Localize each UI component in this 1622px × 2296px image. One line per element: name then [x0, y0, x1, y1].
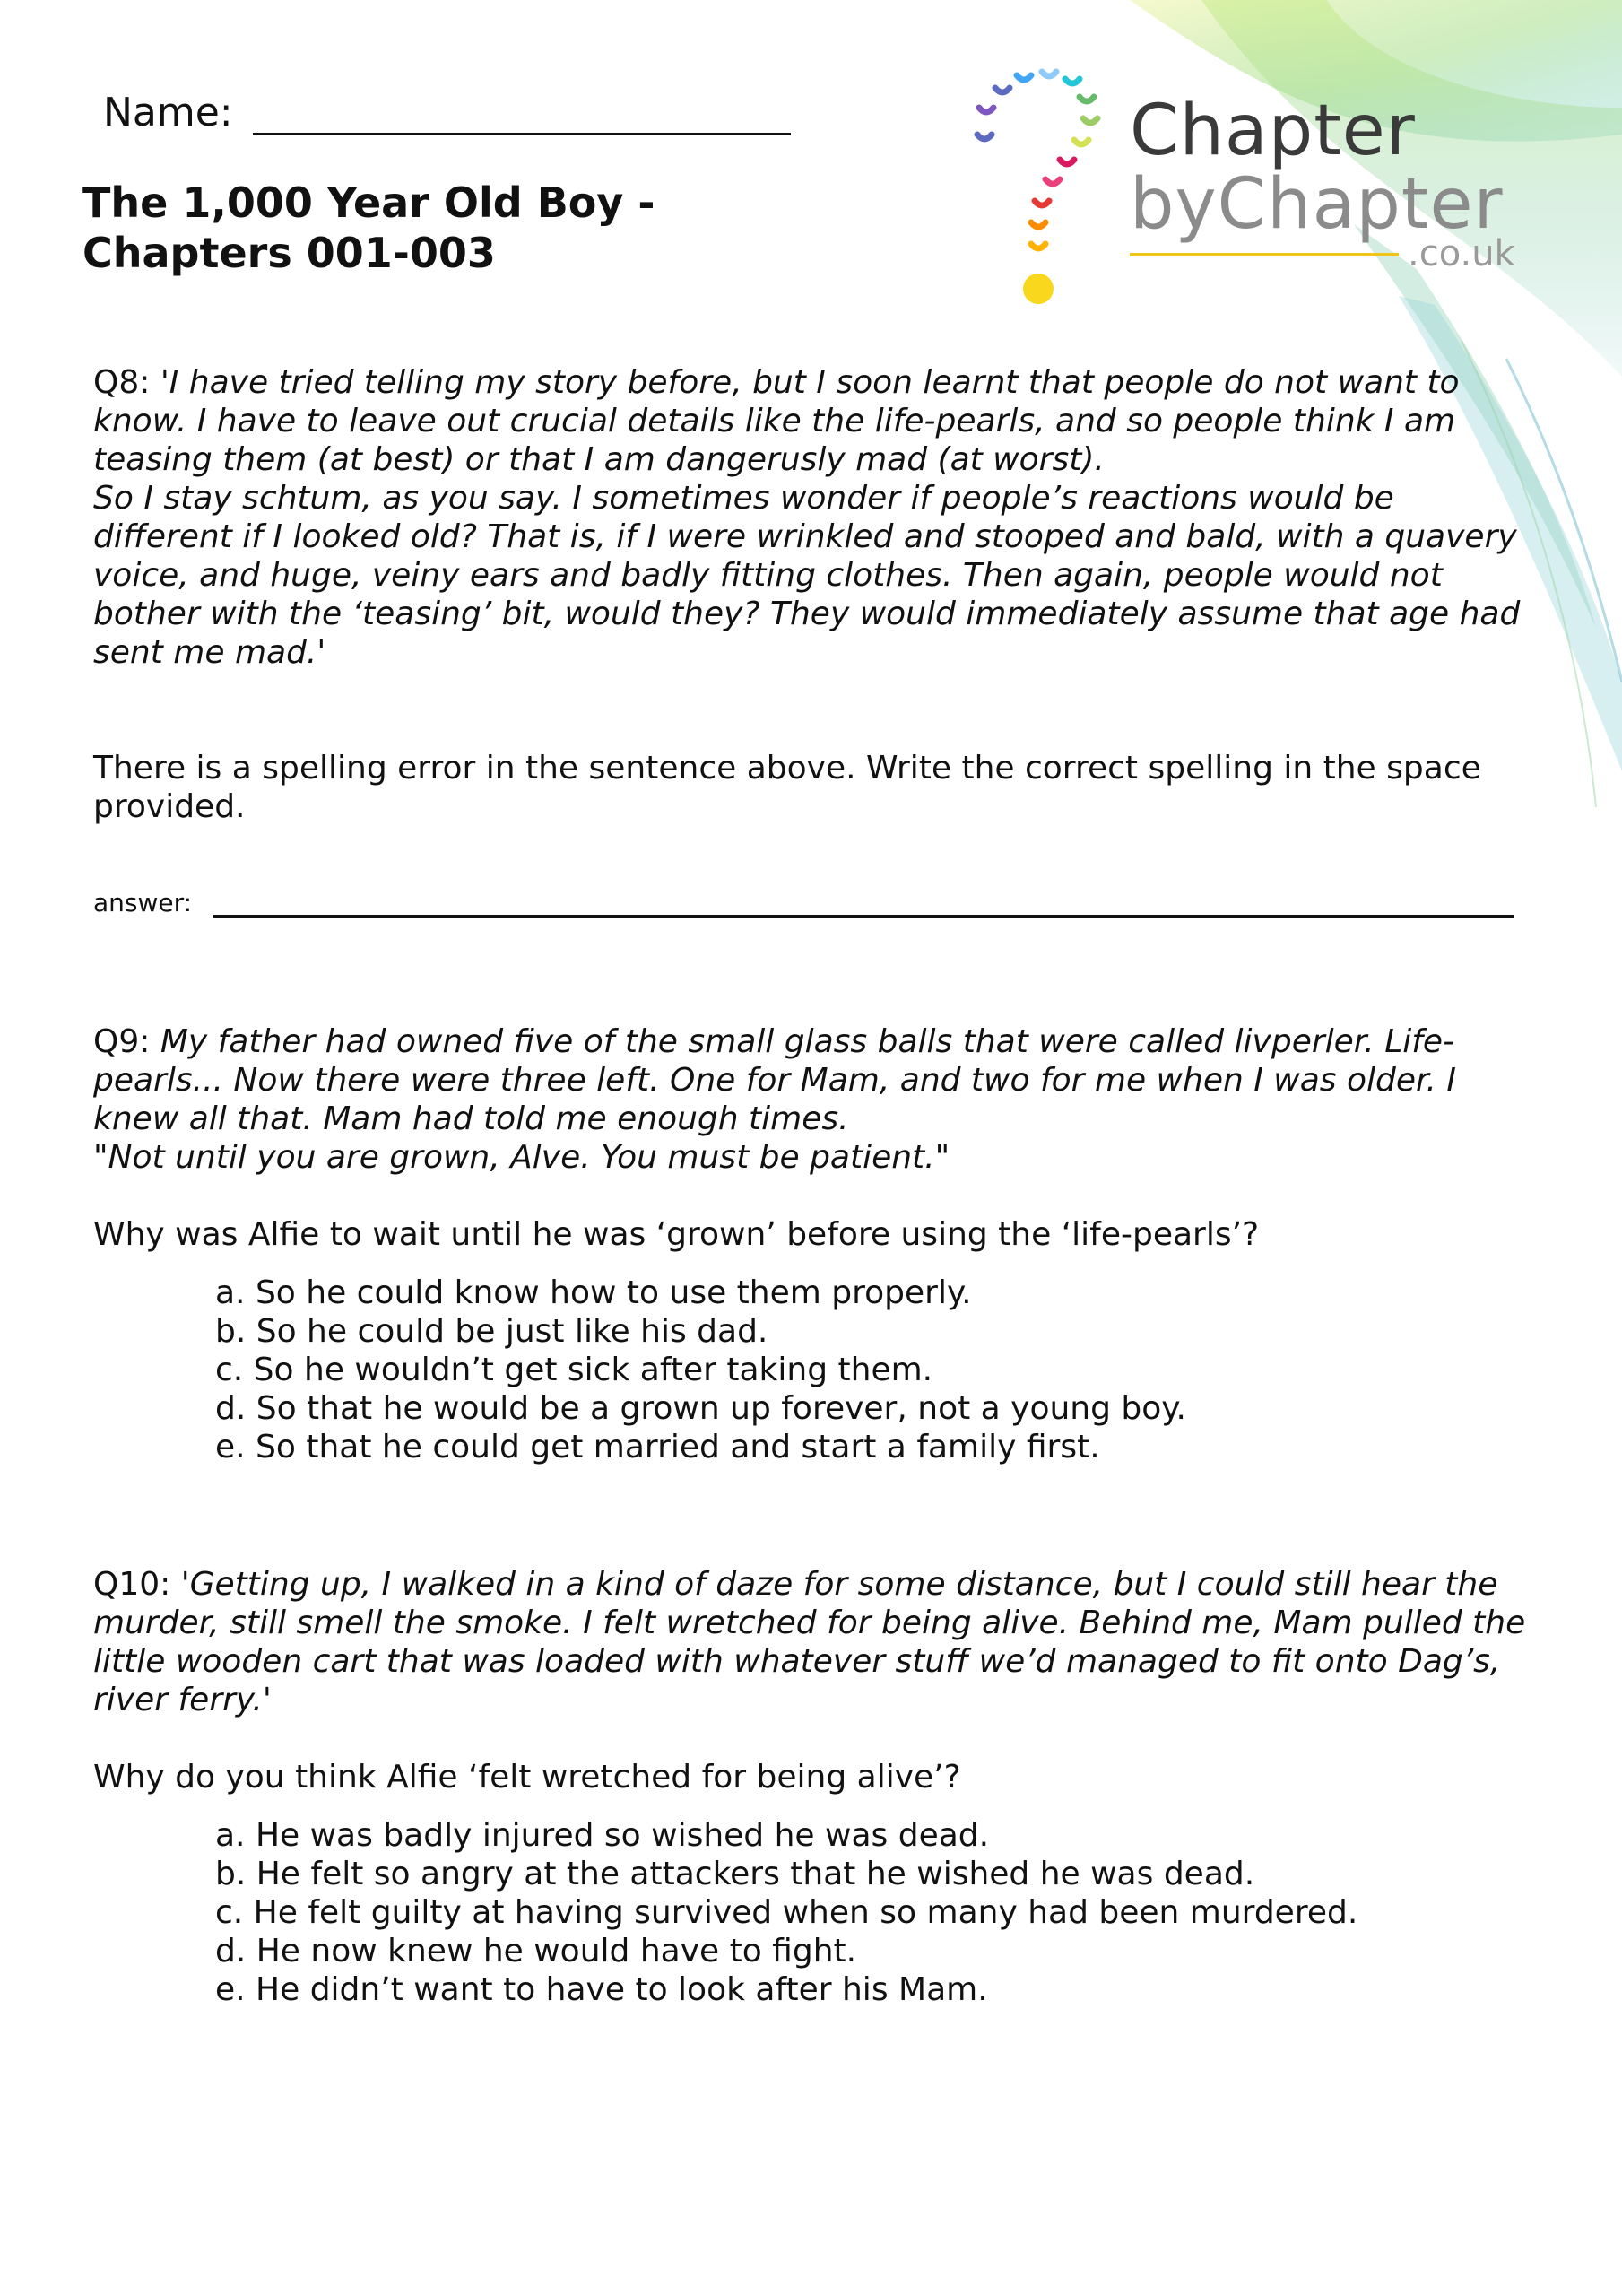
question-8-passage — [93, 363, 1528, 672]
question-8-instruction: There is a spelling error in the sentence above. Write the correct spelling in the space provided. — [93, 750, 1481, 825]
question-10-options — [215, 1816, 1357, 2009]
name-input-line[interactable] — [253, 93, 791, 135]
question-9-passage — [93, 1022, 1528, 1177]
q10-label: Q10: — [93, 1566, 181, 1603]
q9-option-d[interactable]: d. So that he would be a grown up forever, not a young boy. — [215, 1390, 1186, 1427]
q10-passage — [93, 1565, 1528, 1719]
answer-field[interactable] — [93, 888, 1514, 918]
answer-input-line[interactable] — [213, 895, 1514, 918]
q8-quote-part2: So I stay schtum, as you say. I sometimes wonder if people’s reactions would be different if I looked old? That is, if I were wrinkled and stooped and bald, with a quavery voice, and huge, veiny ears and badly fitting clothes. Then again, people would not bother with the ‘teasing’ bit, would they? They would immediately assume that age had sent me mad.' — [93, 480, 1521, 671]
answer-label: answer: — [93, 888, 193, 918]
q9-label: Q9: — [93, 1023, 160, 1060]
logo-line-1: Chapter — [1130, 91, 1416, 171]
title-line-2: Chapters 001-003 — [82, 229, 496, 277]
q8-quote-part1: 'I have tried telling my story before, but I soon learnt that people do not want to know. I have to leave out crucial details like the life-pearls, and so people think I am teasing them (at best) or that I am dangerusly mad (at worst). — [93, 364, 1460, 478]
q9-passage-p1 — [93, 1022, 1528, 1138]
q10-quote: 'Getting up, I walked in a kind of daze for some distance, but I could still hear the murder, still smell the smoke. I felt wretched for being alive. Behind me, Mam pulled the little wooden cart that was loaded with whatever stuff we’d managed to fit onto Dag’s, river ferry.' — [93, 1566, 1526, 1718]
title-line-1: The 1,000 Year Old Boy - — [82, 178, 655, 227]
question-10-passage — [93, 1565, 1528, 1719]
q9-option-a[interactable]: a. So he could know how to use them properly. — [215, 1274, 972, 1311]
logo-line-2: byChapter — [1130, 164, 1504, 245]
q10-option-e[interactable]: e. He didn’t want to have to look after his Mam. — [215, 1971, 988, 2008]
q8-label: Q8: — [93, 364, 160, 401]
question-9-options — [215, 1274, 1186, 1466]
q10-option-c[interactable]: c. He felt guilty at having survived when so many had been murdered. — [215, 1894, 1358, 1931]
question-10-prompt: Why do you think Alfie ‘felt wretched for being alive’? — [93, 1759, 961, 1796]
question-mark-book-icon — [959, 54, 1130, 314]
q10-option-a[interactable]: a. He was badly injured so wished he was dead. — [215, 1817, 990, 1854]
question-9-prompt: Why was Alfie to wait until he was ‘grown’ before using the ‘life-pearls’? — [93, 1216, 1260, 1253]
q9-quote-part1: My father had owned five of the small glass balls that were called livperler. Life-pearls... Now there were three left. One for Mam, and two for me when I was older. I knew all that. Mam had told me enough times. — [93, 1023, 1457, 1137]
q9-option-e[interactable]: e. So that he could get married and start a family first. — [215, 1429, 1100, 1465]
name-label: Name: — [103, 90, 233, 135]
q9-quote-part2: "Not until you are grown, Alve. You must be patient." — [93, 1139, 950, 1176]
chapter-by-chapter-logo — [959, 54, 1533, 314]
q9-option-c[interactable]: c. So he wouldn’t get sick after taking them. — [215, 1352, 933, 1388]
q10-option-d[interactable]: d. He now knew he would have to fight. — [215, 1933, 857, 1970]
q8-passage-p1 — [93, 363, 1528, 479]
logo-wordmark — [1130, 91, 1504, 245]
worksheet-title — [82, 178, 655, 278]
q9-option-b[interactable]: b. So he could be just like his dad. — [215, 1313, 768, 1350]
logo-underline — [1130, 253, 1399, 256]
logo-domain: .co.uk — [1408, 233, 1515, 274]
q10-option-b[interactable]: b. He felt so angry at the attackers that he wished he was dead. — [215, 1856, 1255, 1892]
name-field[interactable] — [103, 90, 791, 135]
